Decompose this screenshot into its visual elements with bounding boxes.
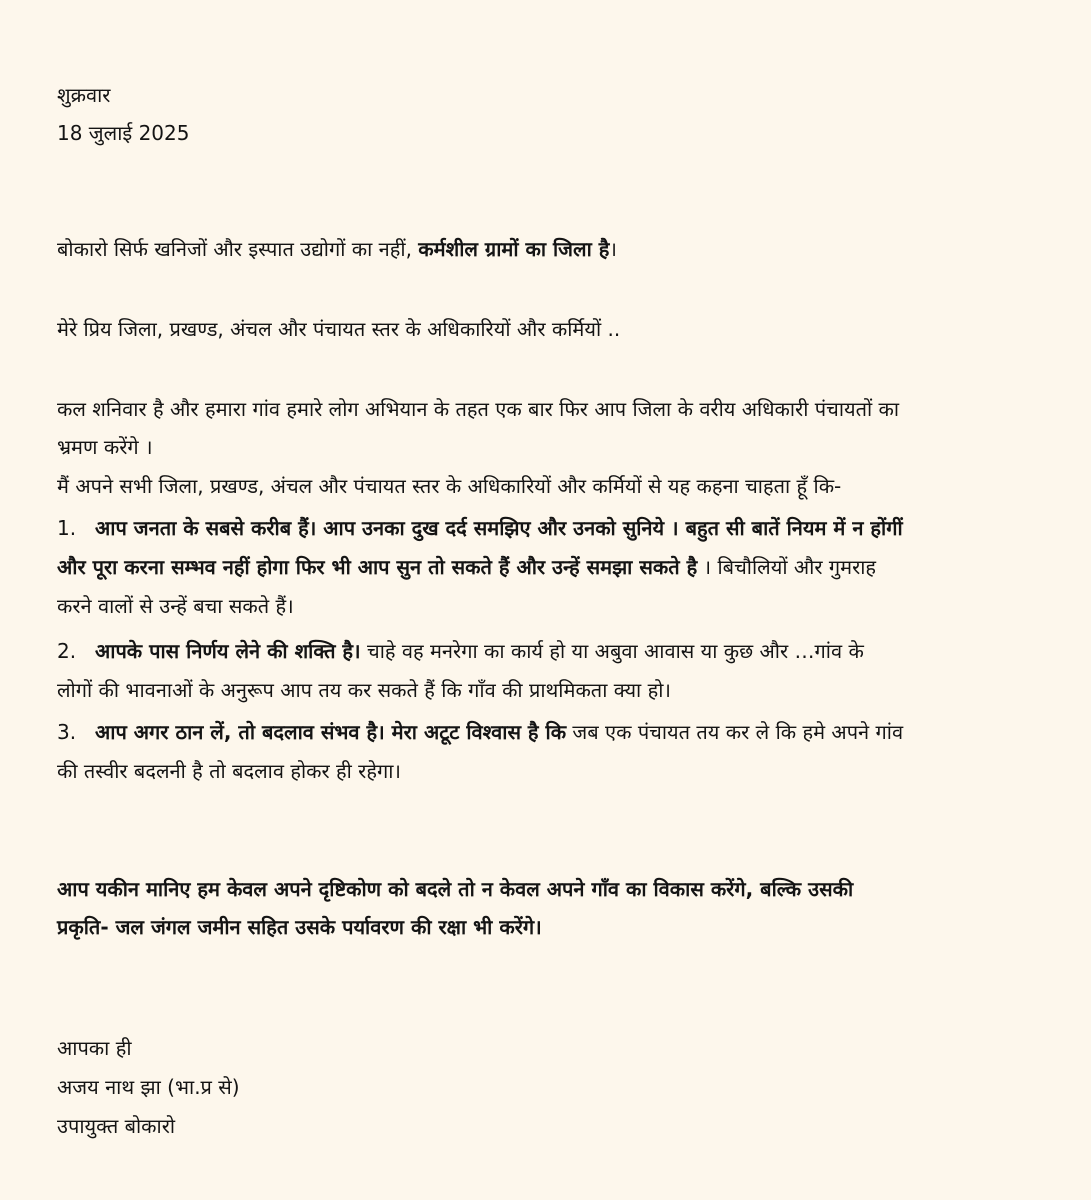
- point-2-line1: [57, 638, 864, 664]
- point-1-rest: । बिचौलियों और गुमराह: [697, 555, 877, 579]
- point-1-line3: करने वालों से उन्हें बचा सकते हैं।: [57, 594, 294, 618]
- point-number: 2.: [57, 639, 77, 663]
- closing-line2: प्रकृति- जल जंगल जमीन सहित उसके पर्यावरण की रक्षा भी करेंगे।: [57, 915, 542, 939]
- para1-line3: मैं अपने सभी जिला, प्रखण्ड, अंचल और पंचायत स्तर के अधिकारियों और कर्मियों से यह कहना चाहता हूँ कि-: [57, 474, 842, 498]
- intro-line: [57, 236, 617, 262]
- point-2-bold: आपके पास निर्णय लेने की शक्ति है।: [95, 639, 361, 663]
- point-2-rest: चाहे वह मनरेगा का कार्य हो या अबुवा आवास या कुछ और …गांव के: [360, 639, 864, 663]
- point-2-line2: लोगों की भावनाओं के अनुरूप आप तय कर सकते हैं कि गाँव की प्राथमिकता क्या हो।: [57, 678, 671, 702]
- point-1-bold-2: और पूरा करना सम्भव नहीं होगा फिर भी आप सुन तो सकते हैं और उन्हें समझा सकते है: [57, 555, 698, 579]
- signature-line1: आपका ही: [57, 1036, 132, 1060]
- signature-name: अजय नाथ झा (भा.प्र से): [57, 1075, 240, 1099]
- intro-end: ।: [609, 237, 617, 261]
- point-1-line1: [57, 515, 903, 541]
- intro-bold: कर्मशील ग्रामों का जिला है: [418, 237, 610, 261]
- point-3-line1: [57, 719, 903, 745]
- para1-line1: कल शनिवार है और हमारा गांव हमारे लोग अभियान के तहत एक बार फिर आप जिला के वरीय अधिकारी पंचायतों का: [57, 397, 900, 421]
- letter-date: 18 जुलाई 2025: [57, 121, 190, 145]
- letter-day: शुक्रवार: [57, 83, 111, 107]
- signature-title: उपायुक्त बोकारो: [57, 1114, 176, 1138]
- point-3-line2: की तस्वीर बदलनी है तो बदलाव होकर ही रहेगा।: [57, 759, 401, 783]
- intro-text: बोकारो सिर्फ खनिजों और इस्पात उद्योगों का नहीं,: [57, 237, 419, 261]
- point-3-bold: आप अगर ठान लें, तो बदलाव संभव है। मेरा अटूट विश्वास है कि: [95, 720, 567, 744]
- closing-line1: आप यकीन मानिए हम केवल अपने दृष्टिकोण को बदले तो न केवल अपने गाँव का विकास करेंगे, बल्कि उसकी: [57, 877, 854, 901]
- greeting: मेरे प्रिय जिला, प्रखण्ड, अंचल और पंचायत स्तर के अधिकारियों और कर्मियों ..: [57, 317, 621, 341]
- point-1-bold: आप जनता के सबसे करीब हैं। आप उनका दुख दर्द समझिए और उनको सुनिये । बहुत सी बातें नियम में न होंगीं: [95, 516, 903, 540]
- point-1-line2: [57, 554, 876, 580]
- para1-line2: भ्रमण करेंगे ।: [57, 435, 153, 459]
- point-number: 1.: [57, 516, 77, 540]
- point-number: 3.: [57, 720, 77, 744]
- point-3-rest: जब एक पंचायत तय कर ले कि हमे अपने गांव: [566, 720, 904, 744]
